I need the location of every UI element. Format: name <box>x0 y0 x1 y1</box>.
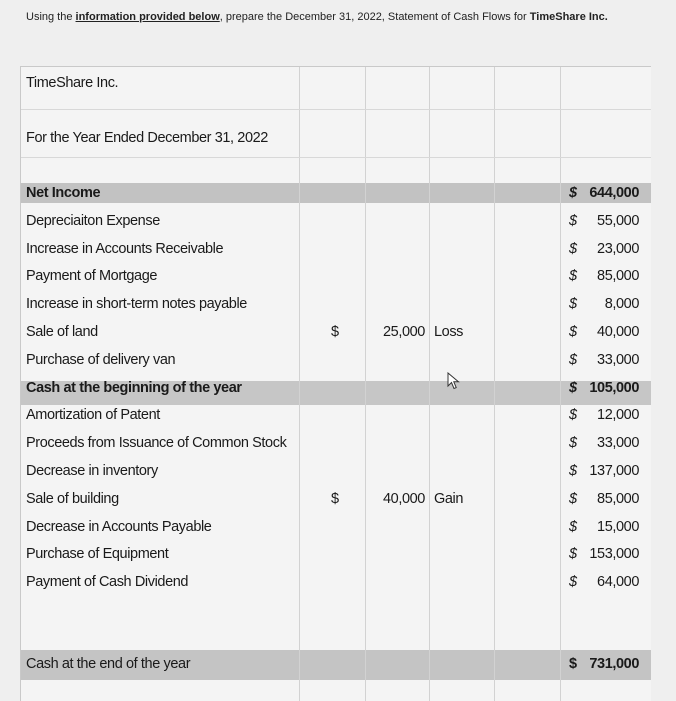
book-value-amount[interactable]: 25,000 <box>383 324 425 340</box>
line-item-label[interactable]: Payment of Mortgage <box>26 268 158 284</box>
line-item-amount[interactable]: 23,000 <box>597 241 639 257</box>
line-item-amount[interactable]: 644,000 <box>589 185 639 201</box>
net-income-shade <box>21 183 651 203</box>
instruction-company: TimeShare Inc. <box>529 11 608 23</box>
line-item-label[interactable]: Decrease in inventory <box>26 463 158 479</box>
line-item-label[interactable]: Payment of Cash Dividend <box>26 574 189 590</box>
grid-line <box>21 109 651 110</box>
line-item-amount[interactable]: 105,000 <box>589 380 639 396</box>
line-item-label[interactable]: Sale of building <box>26 491 119 507</box>
line-item-dollar: $ <box>569 241 577 257</box>
ending-cash-label[interactable]: Cash at the end of the year <box>26 656 191 672</box>
line-item-amount[interactable]: 85,000 <box>597 491 639 507</box>
line-item-dollar: $ <box>569 407 577 423</box>
line-item-dollar: $ <box>569 268 577 284</box>
line-item-amount[interactable]: 137,000 <box>589 463 639 479</box>
line-item-label[interactable]: Amortization of Patent <box>26 407 160 423</box>
line-item-amount[interactable]: 153,000 <box>589 546 639 562</box>
gain-loss-label[interactable]: Loss <box>434 324 464 340</box>
line-item-label[interactable]: Increase in Accounts Receivable <box>26 241 224 257</box>
line-item-dollar: $ <box>569 296 577 312</box>
instruction-prefix: Using the <box>26 11 76 23</box>
line-item-amount[interactable]: 12,000 <box>597 407 639 423</box>
ending-cash-dollar: $ <box>569 656 577 672</box>
company-name[interactable]: TimeShare Inc. <box>26 75 119 91</box>
line-item-label[interactable]: Net Income <box>26 185 101 201</box>
line-item-amount[interactable]: 85,000 <box>597 268 639 284</box>
line-item-label[interactable]: Purchase of Equipment <box>26 546 169 562</box>
book-value-dollar: $ <box>331 491 339 507</box>
line-item-dollar: $ <box>569 185 577 201</box>
information-link[interactable]: information provided below <box>75 11 220 23</box>
line-item-dollar: $ <box>569 519 577 535</box>
mouse-pointer-icon <box>447 372 461 390</box>
ending-cash-amount[interactable]: 731,000 <box>589 656 639 672</box>
instruction-text <box>26 11 608 23</box>
line-item-dollar: $ <box>569 352 577 368</box>
line-item-amount[interactable]: 33,000 <box>597 352 639 368</box>
line-item-label[interactable]: Decrease in Accounts Payable <box>26 519 212 535</box>
line-item-dollar: $ <box>569 574 577 590</box>
line-item-label[interactable]: Proceeds from Issuance of Common Stock <box>26 435 287 451</box>
line-item-label[interactable]: Cash at the beginning of the year <box>26 380 242 396</box>
line-item-dollar: $ <box>569 380 577 396</box>
gain-loss-label[interactable]: Gain <box>434 491 464 507</box>
line-item-label[interactable]: Depreciaiton Expense <box>26 213 160 229</box>
line-item-dollar: $ <box>569 324 577 340</box>
grid-line <box>429 67 430 701</box>
grid-line <box>560 67 561 701</box>
line-item-dollar: $ <box>569 213 577 229</box>
grid-line <box>21 157 651 158</box>
line-item-amount[interactable]: 40,000 <box>597 324 639 340</box>
line-item-amount[interactable]: 64,000 <box>597 574 639 590</box>
grid-line <box>365 67 366 701</box>
line-item-dollar: $ <box>569 435 577 451</box>
line-item-dollar: $ <box>569 463 577 479</box>
line-item-amount[interactable]: 33,000 <box>597 435 639 451</box>
line-item-dollar: $ <box>569 491 577 507</box>
cash-flow-sheet <box>20 66 651 701</box>
grid-line <box>299 67 300 701</box>
line-item-label[interactable]: Increase in short-term notes payable <box>26 296 247 312</box>
line-item-label[interactable]: Purchase of delivery van <box>26 352 176 368</box>
statement-period[interactable]: For the Year Ended December 31, 2022 <box>26 130 268 146</box>
book-value-amount[interactable]: 40,000 <box>383 491 425 507</box>
line-item-label[interactable]: Sale of land <box>26 324 98 340</box>
instruction-middle: , prepare the December 31, 2022, Statement of Cash Flows for <box>219 11 530 23</box>
line-item-amount[interactable]: 15,000 <box>597 519 639 535</box>
line-item-dollar: $ <box>569 546 577 562</box>
line-item-amount[interactable]: 55,000 <box>597 213 639 229</box>
grid-line <box>494 67 495 701</box>
book-value-dollar: $ <box>331 324 339 340</box>
line-item-amount[interactable]: 8,000 <box>604 296 639 312</box>
